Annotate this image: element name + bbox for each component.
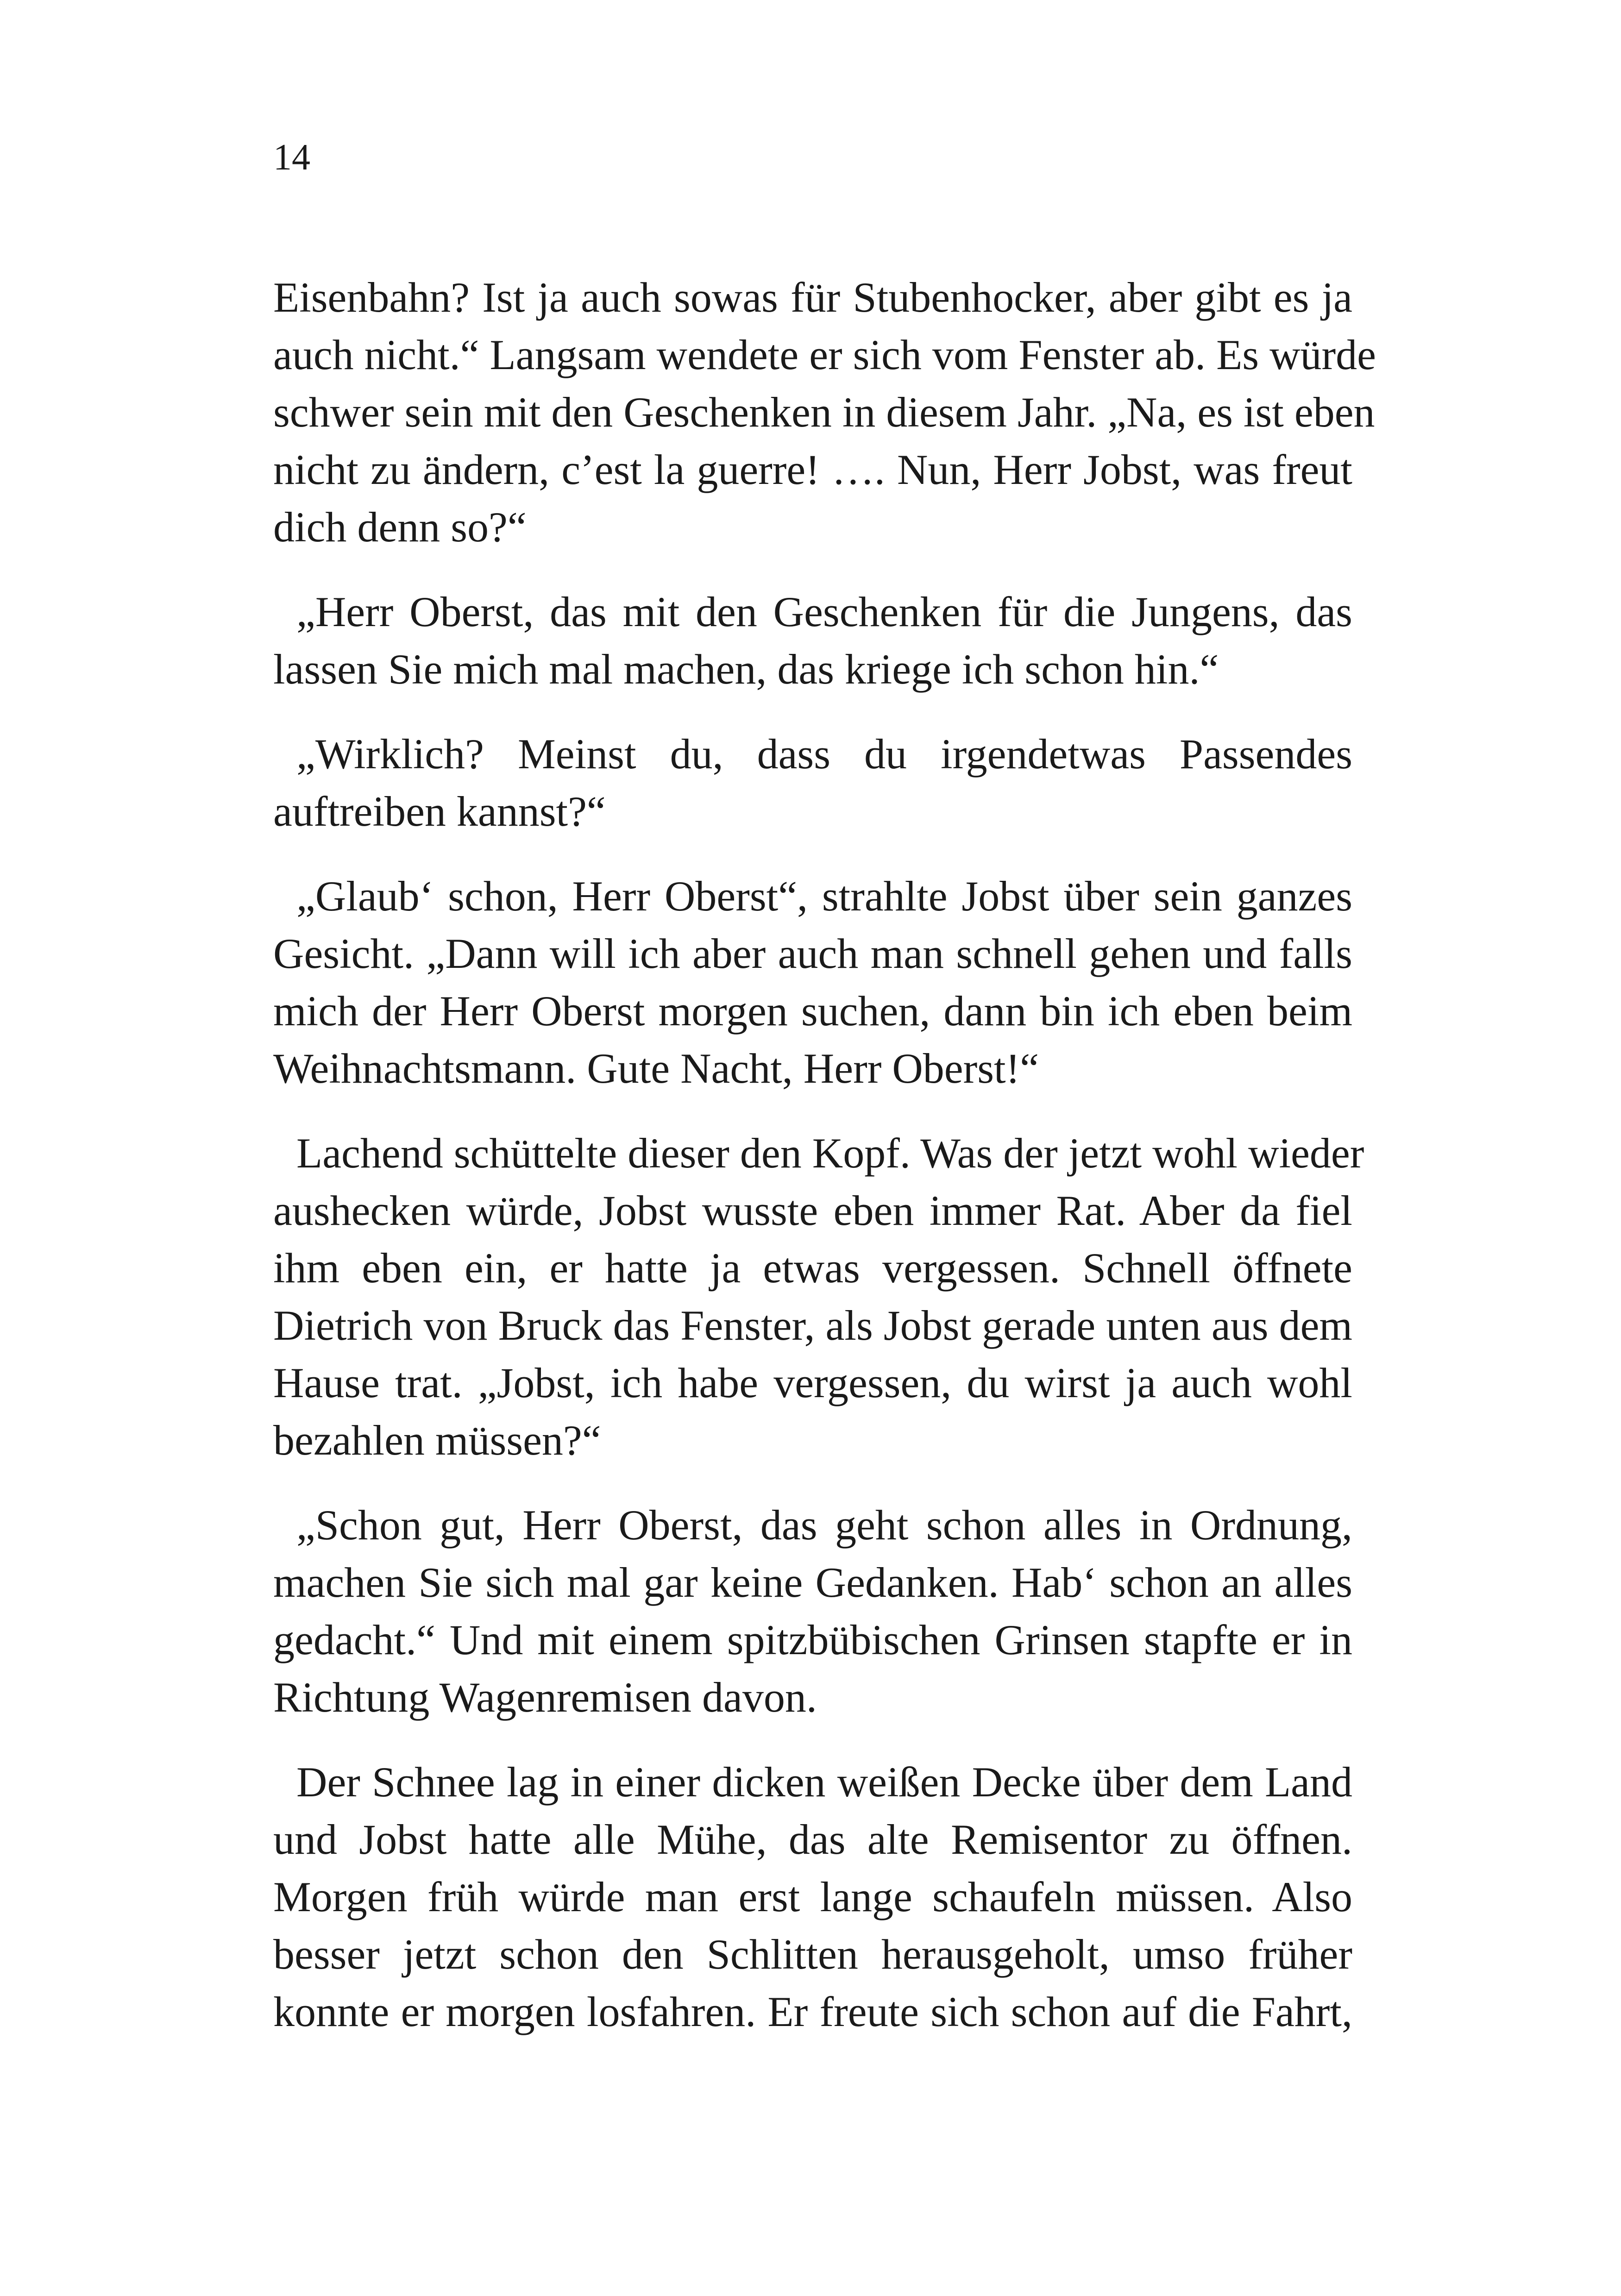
text-line: machen Sie sich mal gar keine Gedanken. Hab‘ schon an alles (273, 1559, 1352, 1606)
text-line: Dietrich von Bruck das Fenster, als Jobst gerade unten aus dem (273, 1302, 1352, 1349)
text-line: gedacht.“ Und mit einem spitzbübischen Grinsen stapfte er in (273, 1616, 1352, 1663)
text-line: Gesicht. „Dann will ich aber auch man schnell gehen und falls (273, 930, 1352, 977)
text-line: ihm eben ein, er hatte ja etwas vergessen. Schnell öffnete (273, 1244, 1352, 1292)
text-line: nicht zu ändern, c’est la guerre! …. Nun, Herr Jobst, was freut (273, 446, 1352, 493)
text-line: lassen Sie mich mal machen, das kriege ich schon hin.“ (273, 646, 1219, 693)
text-line: „Glaub‘ schon, Herr Oberst“, strahlte Jobst über sein ganzes (296, 872, 1352, 920)
text-line: konnte er morgen losfahren. Er freute sich schon auf die Fahrt, (273, 1988, 1352, 2035)
text-line: „Wirklich? Meinst du, dass du irgendetwas Passendes (296, 730, 1352, 778)
text-line: „Schon gut, Herr Oberst, das geht schon alles in Ordnung, (296, 1501, 1352, 1549)
text-line: dich denn so?“ (273, 503, 527, 551)
paragraph (273, 1753, 1352, 2040)
text-line: „Herr Oberst, das mit den Geschenken für die Jungens, das (296, 588, 1352, 635)
paragraph (273, 1124, 1364, 1469)
text-line: Der Schnee lag in einer dicken weißen Decke über dem Land (296, 1758, 1352, 1806)
paragraph (273, 725, 1352, 840)
text-line: Morgen früh würde man erst lange schaufeln müssen. Also (273, 1873, 1352, 1920)
text-line: besser jetzt schon den Schlitten herausgeholt, umso früher (273, 1931, 1352, 1978)
text-line: auftreiben kannst?“ (273, 788, 606, 835)
paragraph (273, 867, 1352, 1097)
text-line: Eisenbahn? Ist ja auch sowas für Stubenhocker, aber gibt es ja (273, 274, 1352, 321)
text-line: mich der Herr Oberst morgen suchen, dann bin ich eben beim (273, 987, 1352, 1035)
paragraph (273, 583, 1352, 698)
body-text (273, 269, 1376, 2068)
text-line: schwer sein mit den Geschenken in diesem Jahr. „Na, es ist eben (273, 389, 1375, 436)
text-line: Lachend schüttelte dieser den Kopf. Was der jetzt wohl wieder (296, 1129, 1364, 1177)
paragraph (273, 1496, 1352, 1726)
text-line: bezahlen müssen?“ (273, 1417, 601, 1464)
text-line: und Jobst hatte alle Mühe, das alte Remisentor zu öffnen. (273, 1816, 1352, 1863)
text-line: auch nicht.“ Langsam wendete er sich vom Fenster ab. Es würde (273, 331, 1376, 378)
text-line: Hause trat. „Jobst, ich habe vergessen, du wirst ja auch wohl (273, 1359, 1352, 1406)
paragraph (273, 269, 1376, 556)
text-line: Weihnachtsmann. Gute Nacht, Herr Oberst!“ (273, 1045, 1039, 1092)
page-number: 14 (273, 137, 310, 178)
text-line: aushecken würde, Jobst wusste eben immer Rat. Aber da fiel (273, 1187, 1352, 1234)
text-line: Richtung Wagenremisen davon. (273, 1674, 817, 1721)
